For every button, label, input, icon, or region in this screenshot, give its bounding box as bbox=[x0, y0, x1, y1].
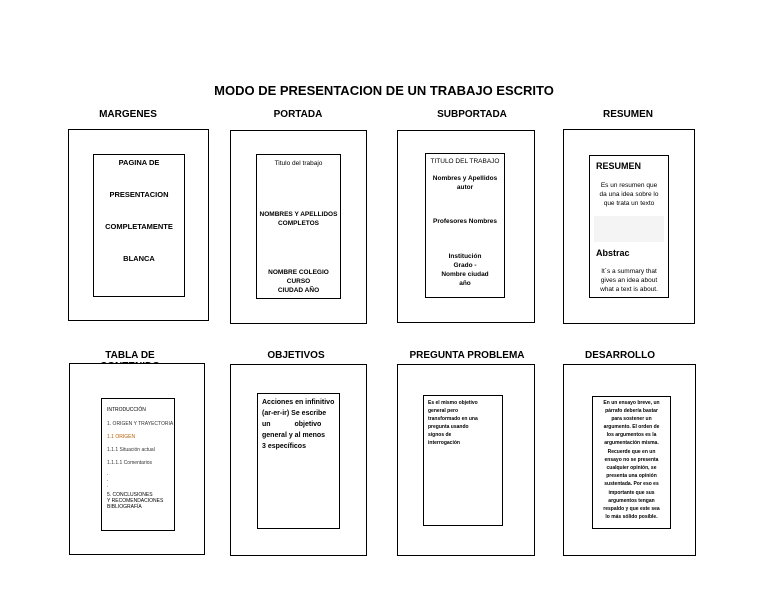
desarrollo-line: cualquier opinión, se bbox=[606, 465, 657, 471]
objetivos-line-5: 3 específicos bbox=[262, 443, 306, 450]
pregunta-line-3: transformado en una bbox=[428, 416, 478, 422]
toc-item: BIBLIOGRAFÍA bbox=[107, 504, 142, 510]
margenes-line-1: PAGINA DE bbox=[118, 158, 160, 167]
subportada-titulo: TITULO DEL TRABAJO bbox=[430, 158, 500, 165]
desarrollo-line: sustentada. Por eso es bbox=[604, 481, 659, 487]
toc-item: 5. CONCLUSIONES bbox=[107, 492, 153, 498]
abstract-text-3: what a text is about. bbox=[600, 286, 658, 293]
margenes-inner bbox=[93, 154, 185, 297]
label-resumen: RESUMEN bbox=[602, 109, 653, 120]
subportada-ano: año bbox=[459, 280, 471, 287]
portada-inner bbox=[256, 154, 341, 299]
label-portada: PORTADA bbox=[273, 109, 323, 120]
resumen-text-2: da una idea sobre lo bbox=[599, 191, 659, 198]
abstract-text-2: gives an idea about bbox=[600, 277, 658, 284]
desarrollo-line: para sostener un bbox=[611, 416, 652, 422]
desarrollo-line: respaldo y que este sea bbox=[603, 506, 660, 512]
toc-item: . bbox=[107, 471, 109, 477]
abstract-heading: Abstrac bbox=[596, 248, 630, 258]
margenes-line-2: PRESENTACION bbox=[109, 190, 169, 199]
label-desarrollo: DESARROLLO bbox=[585, 350, 655, 361]
resumen-text-3: que trata un texto bbox=[603, 200, 655, 207]
resumen-heading: RESUMEN bbox=[596, 161, 642, 171]
label-margenes: MARGENES bbox=[99, 109, 157, 120]
toc-item: 1.1 ORIGEN bbox=[107, 434, 136, 440]
resumen-shaded-area bbox=[594, 216, 664, 242]
objetivos-line-3: un objetivo bbox=[262, 421, 322, 428]
label-pregunta: PREGUNTA PROBLEMA bbox=[409, 350, 525, 361]
objetivos-inner bbox=[257, 393, 340, 529]
portada-ciudad: CIUDAD AÑO bbox=[277, 287, 320, 294]
portada-nombres-2: COMPLETOS bbox=[277, 220, 320, 227]
pregunta-line-2: general pero bbox=[428, 408, 459, 414]
pregunta-line-4: pregunta usando bbox=[428, 424, 469, 430]
desarrollo-line: Recuerde que en un bbox=[607, 449, 656, 455]
objetivos-line-1: Acciones en infinitivo bbox=[262, 399, 335, 406]
portada-curso: CURSO bbox=[286, 278, 311, 285]
subportada-ciudad: Nombre ciudad bbox=[441, 271, 489, 278]
abstract-text-1: It´s a summary that bbox=[601, 268, 657, 275]
resumen-inner bbox=[589, 155, 669, 298]
tabla-inner bbox=[101, 398, 175, 531]
objetivos-line-4: general y al menos bbox=[262, 432, 326, 439]
desarrollo-line: En un ensayo breve, un bbox=[603, 400, 660, 406]
label-subportada: SUBPORTADA bbox=[437, 109, 507, 120]
toc-item: Y RECOMENDACIONES bbox=[107, 498, 164, 504]
portada-nombres-1: NOMBRES Y APELLIDOS bbox=[259, 211, 338, 218]
desarrollo-inner bbox=[592, 396, 671, 529]
label-tabla: TABLA DE bbox=[105, 350, 155, 361]
toc-item: 1.1.1.1 Comentarios bbox=[107, 460, 153, 466]
desarrollo-line: argumentos tengan bbox=[608, 498, 655, 504]
subportada-profesores: Profesores Nombres bbox=[433, 218, 497, 225]
pregunta-line-5: signos de bbox=[428, 432, 452, 438]
desarrollo-line: párrafo debería bastar bbox=[605, 408, 658, 414]
objetivos-line-2: (ar-er-ir) Se escribe bbox=[262, 410, 327, 417]
desarrollo-line: ensayo no se presenta bbox=[604, 457, 659, 463]
pregunta-inner bbox=[423, 395, 503, 526]
desarrollo-line: lo más sólido posible. bbox=[605, 514, 658, 520]
desarrollo-line: los argumentos es la bbox=[606, 432, 657, 438]
toc-item: INTRODUCCIÓN bbox=[107, 407, 146, 413]
subportada-nombres: Nombres y Apellidos bbox=[432, 175, 498, 182]
portada-colegio: NOMBRE COLEGIO bbox=[268, 269, 329, 276]
subportada-grado: Grado - bbox=[453, 262, 477, 269]
subportada-institucion: Institución bbox=[448, 253, 482, 260]
desarrollo-line: argumento. El orden de bbox=[603, 424, 660, 430]
toc-item: . bbox=[107, 483, 109, 489]
portada-titulo: Titulo del trabajo bbox=[274, 160, 323, 167]
resumen-text-1: Es un resumen que bbox=[600, 182, 658, 189]
desarrollo-line: presenta una opinión bbox=[606, 473, 657, 479]
margenes-line-4: BLANCA bbox=[123, 254, 155, 263]
toc-item: 1.1.1 Situación actual bbox=[107, 447, 155, 453]
label-objetivos: OBJETIVOS bbox=[267, 350, 325, 361]
pregunta-line-1: Es el mismo objetivo bbox=[428, 400, 478, 406]
toc-item: . bbox=[107, 477, 109, 483]
subportada-autor: autor bbox=[456, 184, 474, 191]
toc-item: 1. ORIGEN Y TRAYECTORIA bbox=[107, 421, 174, 427]
margenes-line-3: COMPLETAMENTE bbox=[105, 222, 173, 231]
subportada-inner bbox=[425, 153, 505, 298]
desarrollo-line: argumentación misma. bbox=[604, 440, 659, 446]
desarrollo-line: importante que sus bbox=[608, 490, 655, 496]
pregunta-line-6: interrogación bbox=[428, 440, 460, 446]
page-title: MODO DE PRESENTACION DE UN TRABAJO ESCRITO bbox=[214, 83, 554, 98]
